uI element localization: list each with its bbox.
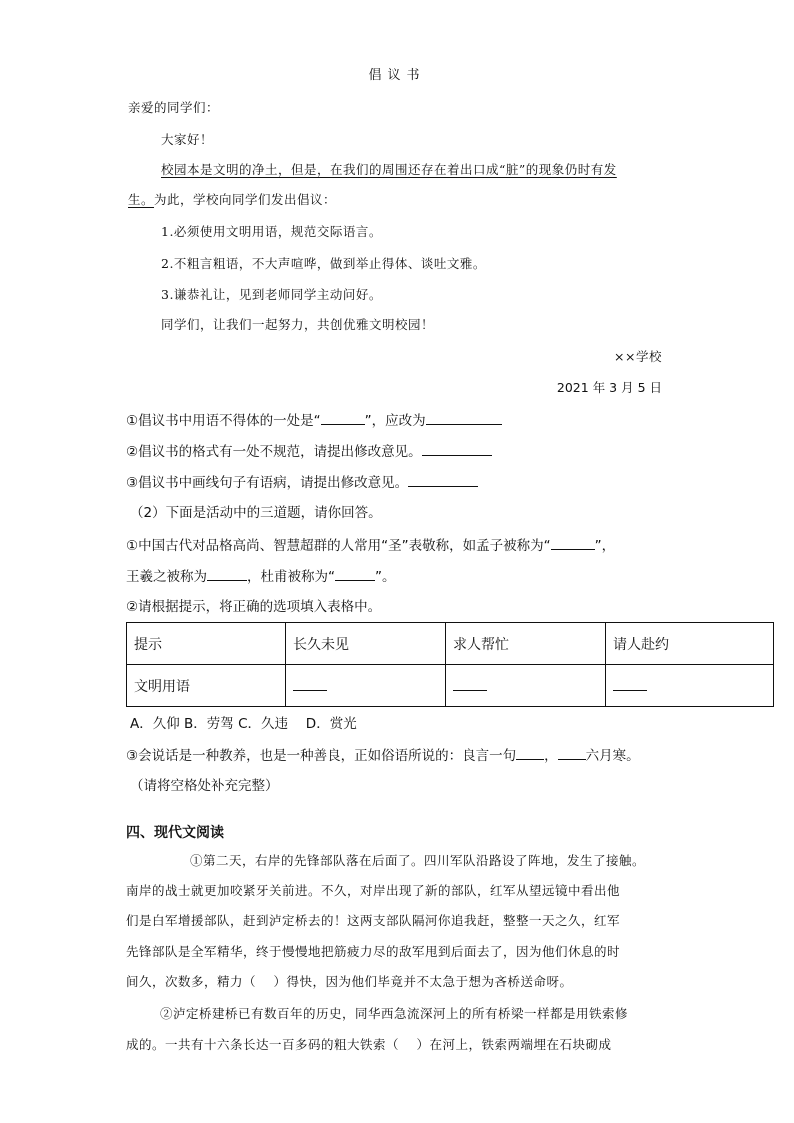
- part2-intro: （2）下面是活动中的三道题，请你回答。: [130, 505, 382, 521]
- body-paragraph-line2: [128, 190, 336, 210]
- greeting: 大家好！: [161, 132, 214, 147]
- underlined-sentence-part2: 生。: [128, 192, 155, 207]
- part2-question-1-line1: [126, 535, 615, 556]
- question-1-text-a: ①倡议书中用语不得体的一处是“: [126, 413, 321, 429]
- answer-blank[interactable]: [207, 566, 247, 581]
- answer-blank[interactable]: [453, 676, 487, 691]
- table-header-row: [127, 623, 774, 665]
- answer-blank[interactable]: [293, 676, 327, 691]
- answer-blank[interactable]: [613, 676, 647, 691]
- signature: ××学校: [614, 349, 662, 364]
- question-2-text: ②倡议书的格式有一处不规范，请提出修改意见。: [126, 444, 422, 460]
- p2q3-text-a: ③会说话是一种教养，也是一种善良，正如俗语所说的：良言一句: [126, 748, 517, 764]
- reading-paragraph-line: 间久，次数多，精力（ ）得快，因为他们毕竟并不太急于想为吝桥送命呀。: [126, 974, 573, 989]
- phrase-table: [126, 622, 774, 707]
- part2-question-2: ②请根据提示，将正确的选项填入表格中。: [126, 599, 382, 615]
- p2q1-text-c: 王羲之被称为: [126, 569, 207, 585]
- proposal-item-2: 2.不粗言粗语，不大声喧哗，做到举止得体、谈吐文雅。: [161, 256, 486, 271]
- table-answer-cell[interactable]: [286, 665, 446, 707]
- letter-title: 倡议书: [368, 68, 426, 83]
- p2q3-text-c: 六月寒。: [585, 748, 640, 764]
- proposal-item-3: 3.谦恭礼让，见到老师同学主动问好。: [161, 287, 382, 302]
- reading-paragraph-line: ①第二天，右岸的先锋部队落在后面了。四川军队沿路设了阵地，发生了接触。: [190, 853, 646, 868]
- reading-paragraph-line: 成的。一共有十六条长达一百多码的粗大铁索（ ）在河上，铁索两端埋在石块砌成: [126, 1037, 612, 1052]
- answer-blank[interactable]: [321, 410, 365, 425]
- question-2: [126, 441, 492, 462]
- p2q1-text-a: ①中国古代对品格高尚、智慧超群的人常用“圣”表敬称，如孟子被称为“: [126, 538, 551, 554]
- table-header-cell: 求人帮忙: [446, 623, 606, 665]
- answer-blank[interactable]: [422, 441, 492, 456]
- answer-blank[interactable]: [558, 745, 586, 760]
- p2q1-text-e: ”。: [375, 569, 396, 585]
- table-header-cell: 请人赴约: [606, 623, 774, 665]
- underlined-sentence-part1: 校园本是文明的净土，但是，在我们的周围还存在着出口成“脏”的现象仍时有发: [161, 162, 617, 177]
- p2q1-text-b: ”，: [594, 538, 616, 554]
- answer-blank[interactable]: [426, 410, 502, 425]
- reading-paragraph-line: 们是白军增援部队，赶到泸定桥去的！这两支部队隔河你追我赶，整整一天之久，红军: [126, 913, 621, 928]
- table-answer-cell[interactable]: [446, 665, 606, 707]
- table-row-label: 文明用语: [127, 665, 286, 707]
- question-1: [126, 410, 502, 431]
- reading-paragraph-line: ②泸定桥建桥已有数百年的历史，同华西急流深河上的所有桥梁一样都是用铁索修: [160, 1006, 629, 1021]
- question-3: [126, 472, 478, 493]
- answer-blank[interactable]: [551, 535, 595, 550]
- part2-question-1-line2: [126, 566, 396, 587]
- reading-paragraph-line: 先锋部队是全军精华，终于慢慢地把筋疲力尽的敌军甩到后面去了，因为他们休息的时: [126, 944, 621, 959]
- p2q3-text-b: ，: [544, 748, 558, 764]
- answer-blank[interactable]: [335, 566, 375, 581]
- question-1-text-b: ”，应改为: [364, 413, 426, 429]
- answer-blank[interactable]: [516, 745, 544, 760]
- table-row: [127, 665, 774, 707]
- question-3-text: ③倡议书中画线句子有语病，请提出修改意见。: [126, 475, 409, 491]
- options: A．久仰 B．劳驾 C．久违 D．赏光: [130, 716, 357, 732]
- date: 2021 年 3 月 5 日: [556, 380, 662, 395]
- part2-question-3-note: （请将空格处补充完整）: [130, 778, 279, 794]
- closing: 同学们，让我们一起努力，共创优雅文明校园！: [161, 317, 435, 332]
- section-heading: 四、现代文阅读: [126, 825, 224, 841]
- table-header-cell: 长久未见: [286, 623, 446, 665]
- salutation: 亲爱的同学们：: [128, 100, 220, 115]
- body-rest: 为此，学校向同学们发出倡议：: [154, 192, 337, 207]
- p2q1-text-d: ，杜甫被称为“: [247, 569, 335, 585]
- table-answer-cell[interactable]: [606, 665, 774, 707]
- table-header-cell: 提示: [127, 623, 286, 665]
- reading-paragraph-line: 南岸的战士就更加咬紧牙关前进。不久，对岸出现了新的部队，红军从望远镜中看出他: [126, 883, 621, 898]
- part2-question-3: [126, 745, 640, 766]
- proposal-item-1: 1.必须使用文明用语，规范交际语言。: [161, 224, 382, 239]
- answer-blank[interactable]: [408, 472, 478, 487]
